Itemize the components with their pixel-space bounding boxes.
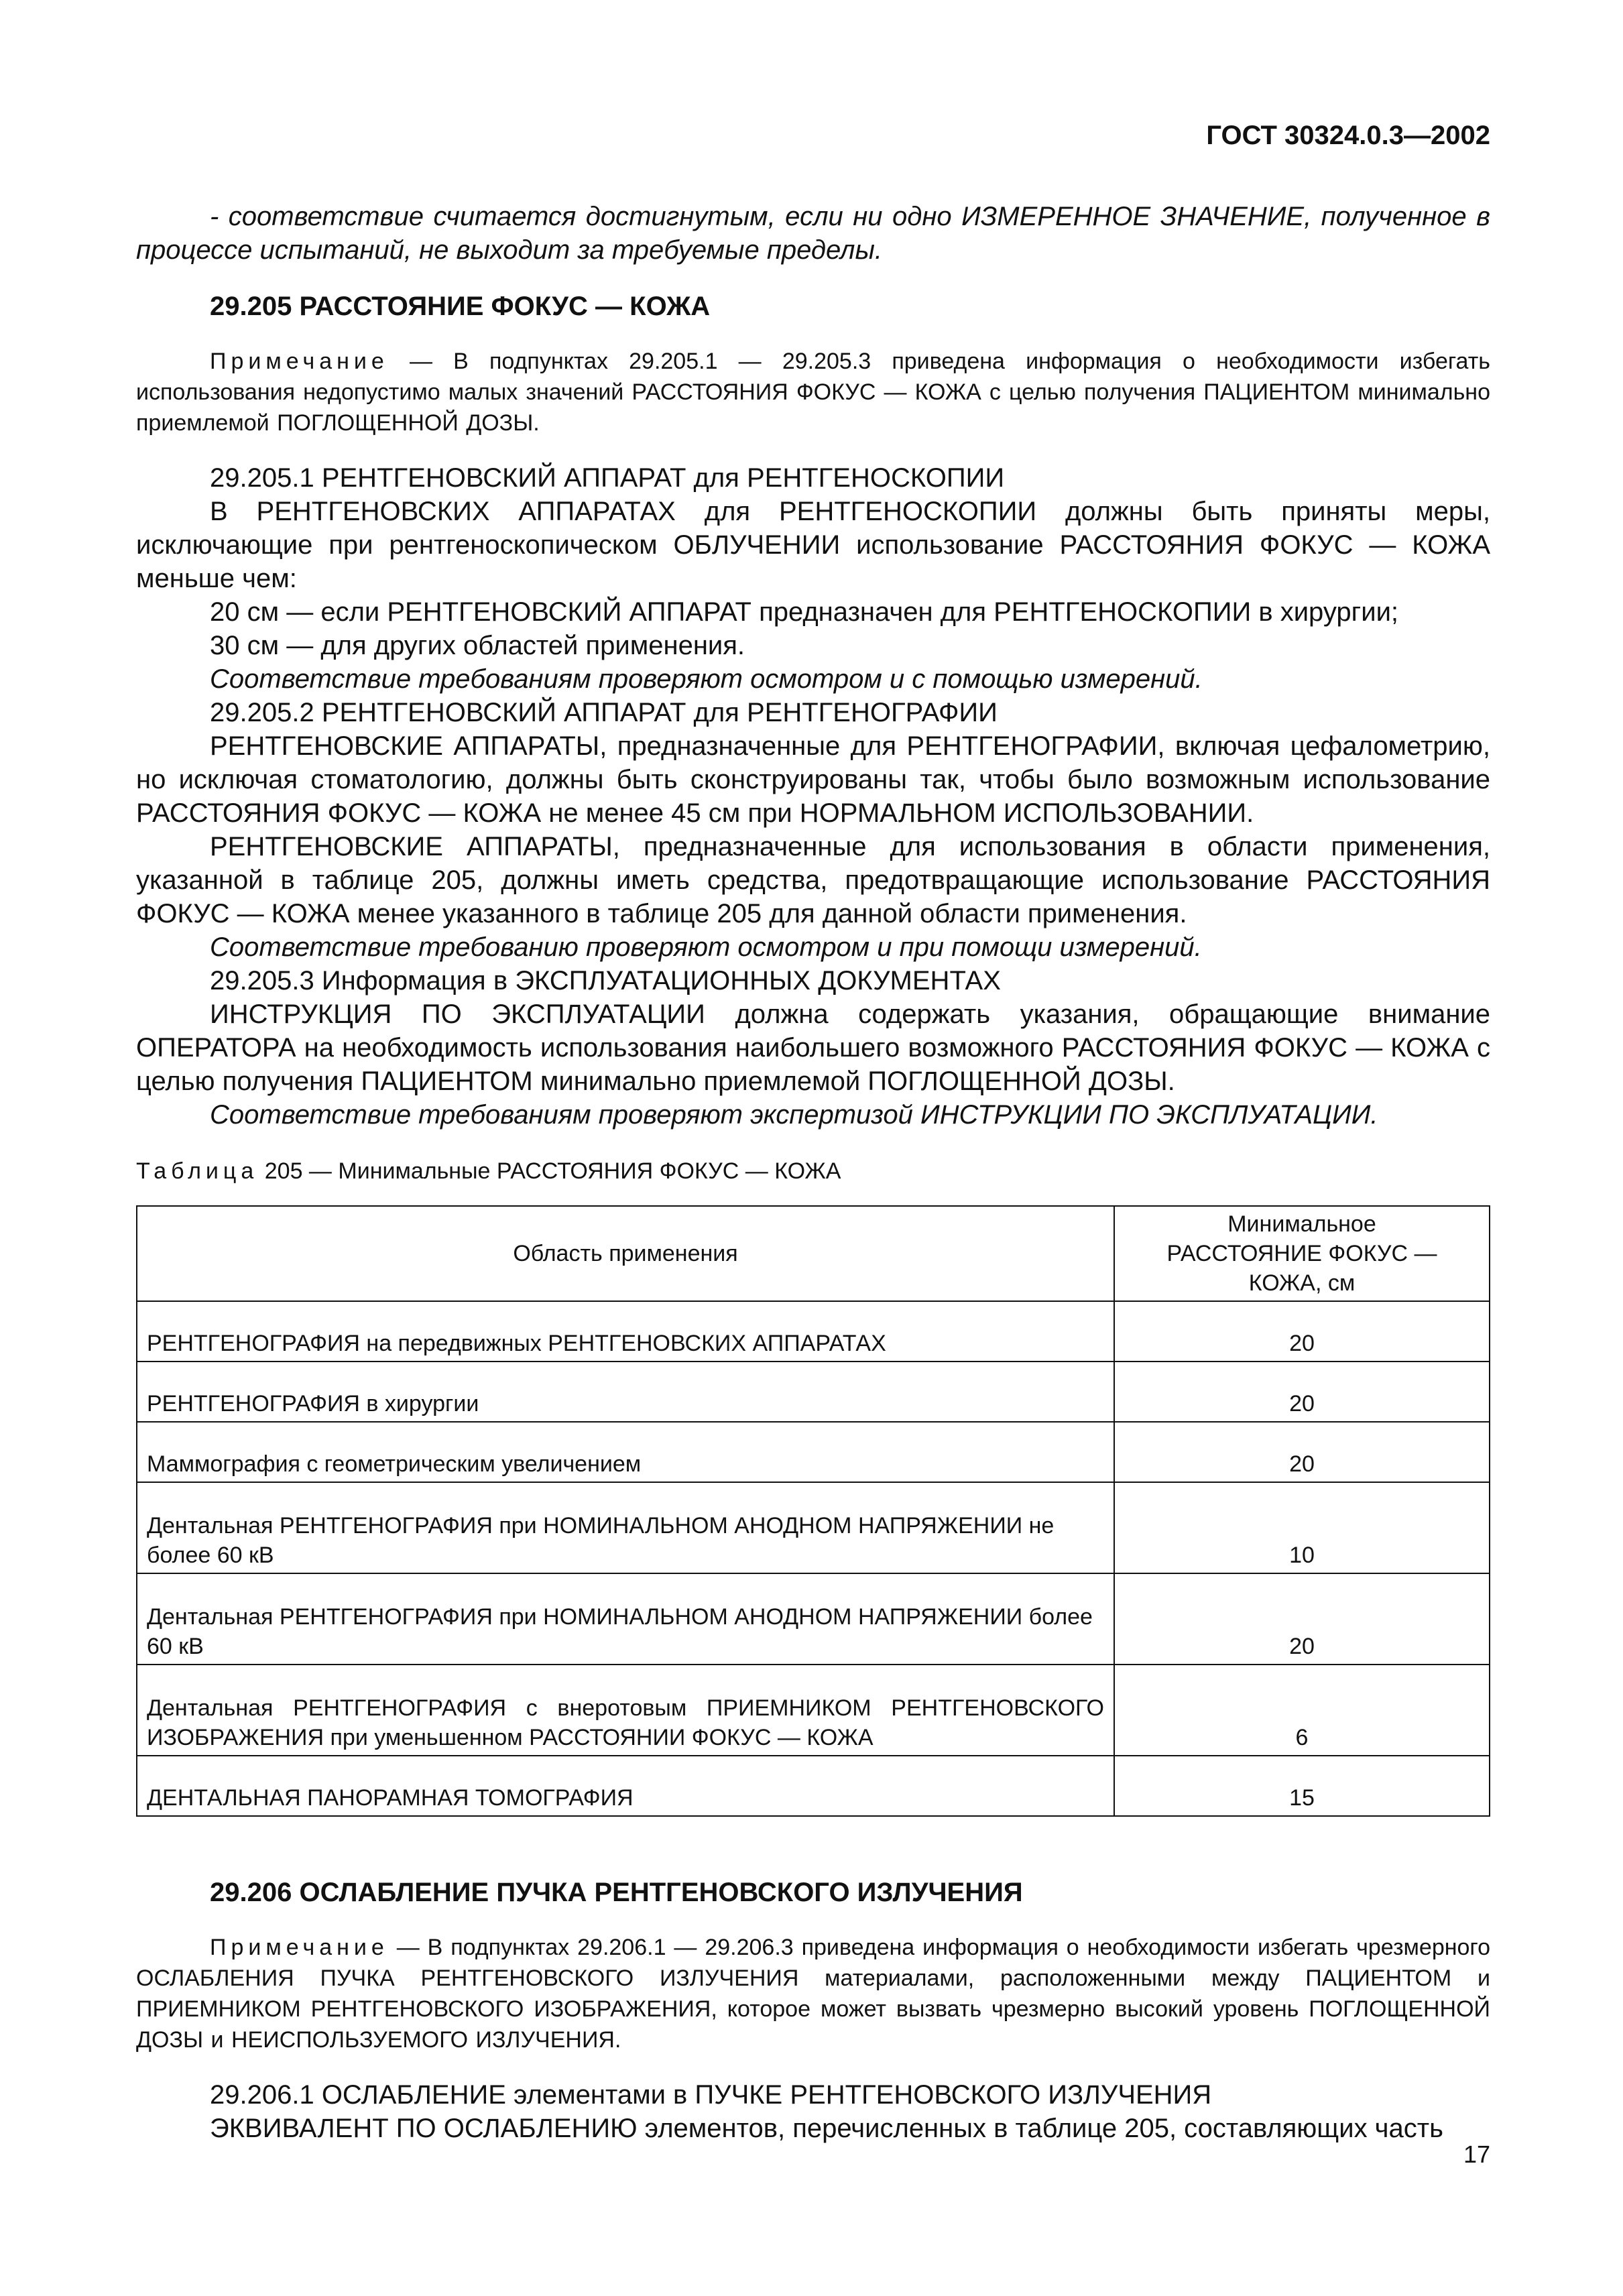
table-cell-area: РЕНТГЕНОГРАФИЯ в хирургии [137,1362,1114,1422]
paragraph-20cm-surgery: 20 см — если РЕНТГЕНОВСКИЙ АППАРАТ предназначен для РЕНТГЕНОСКОПИИ в хирургии; [210,597,1399,627]
paragraph-radiography-45cm: РЕНТГЕНОВСКИЕ АППАРАТЫ, предназначенные для РЕНТГЕНОГРАФИИ, включая цефалометрию, но исключая стоматологию, должны быть сконструированы так, чтобы было возможным использование РАССТОЯНИЯ ФОКУС — КОЖА не менее 45 см при НОРМАЛЬНОМ ИСПОЛЬЗОВАНИИ. [136,731,1490,828]
subsection-heading-29-205-3: 29.205.3 Информация в ЭКСПЛУАТАЦИОННЫХ ДОКУМЕНТАХ [210,966,1001,995]
table-cell-area: Маммография с геометрическим увеличением [137,1422,1114,1482]
table-cell-area: Дентальная РЕНТГЕНОГРАФИЯ при НОМИНАЛЬНОМ АНОДНОМ НАПРЯЖЕНИИ не более 60 кВ [137,1482,1114,1573]
note-text-206: — В подпунктах 29.206.1 — 29.206.3 приведена информация о необходимости избегать чрезмерного ОСЛАБЛЕНИЯ ПУЧКА РЕНТГЕНОВСКОГО ИЗЛУЧЕНИЯ материалами, расположенными между ПАЦИЕНТОМ и ПРИЕМНИКОМ РЕНТГЕНОВСКОГО ИЗОБРАЖЕНИЯ, которое может вызвать чрезмерно высокий уровень ПОГЛОЩЕННОЙ ДОЗЫ и НЕИСПОЛЬЗУЕМОГО ИЗЛУЧЕНИЯ. [136,1935,1490,2053]
compliance-inspection-measurement: Соответствие требованиям проверяют осмотром и с помощью измерений. [210,664,1203,694]
table-cell-value: 20 [1114,1362,1490,1422]
note-label: Примечание [210,349,389,374]
column-header-area: Область применения [137,1206,1114,1301]
table-caption-label: Таблица [136,1158,259,1184]
table-row [137,1482,1490,1573]
table-row [137,1573,1490,1665]
page-content [136,200,1490,2145]
page-number: 17 [1463,2140,1490,2168]
section-heading-29-206: 29.206 ОСЛАБЛЕНИЕ ПУЧКА РЕНТГЕНОВСКОГО ИЗЛУЧЕНИЯ [210,1878,1023,1907]
table-row [137,1756,1490,1816]
paragraph-operating-instructions: ИНСТРУКЦИЯ ПО ЭКСПЛУАТАЦИИ должна содержать указания, обращающие внимание ОПЕРАТОРА на необходимость использования наибольшего возможного РАССТОЯНИЯ ФОКУС — КОЖА с целью получения ПАЦИЕНТОМ минимально приемлемой ПОГЛОЩЕННОЙ ДОЗЫ. [136,1000,1490,1096]
table-row [137,1301,1490,1362]
column-header-min-distance: Минимальное РАССТОЯНИЕ ФОКУС — КОЖА, см [1114,1206,1490,1301]
table-cell-value: 6 [1114,1665,1490,1756]
table-caption [136,1156,1490,1187]
compliance-paragraph: - соответствие считается достигнутым, если ни одно ИЗМЕРЕННОЕ ЗНАЧЕНИЕ, полученное в процессе испытаний, не выходит за требуемые пределы. [136,202,1490,265]
table-cell-value: 10 [1114,1482,1490,1573]
table-cell-value: 20 [1114,1573,1490,1665]
table-cell-area: Дентальная РЕНТГЕНОГРАФИЯ с внеротовым ПРИЕМНИКОМ РЕНТГЕНОВСКОГО ИЗОБРАЖЕНИЯ при уменьшенном РАССТОЯНИИ ФОКУС — КОЖА [137,1665,1114,1756]
document-id-header: ГОСТ 30324.0.3—2002 [1206,121,1490,150]
subsection-heading-29-206-1: 29.206.1 ОСЛАБЛЕНИЕ элементами в ПУЧКЕ РЕНТГЕНОВСКОГО ИЗЛУЧЕНИЯ [210,2080,1212,2110]
note-29-206 [136,1932,1490,2055]
table-cell-area: ДЕНТАЛЬНАЯ ПАНОРАМНАЯ ТОМОГРАФИЯ [137,1756,1114,1816]
note-label-206: Примечание [210,1935,389,1960]
table-header-row [137,1206,1490,1301]
compliance-inspection-measurement-2: Соответствие требованию проверяют осмотром и при помощи измерений. [210,932,1202,962]
table-row [137,1665,1490,1756]
table-cell-value: 20 [1114,1422,1490,1482]
paragraph-fluoroscopy-measures: В РЕНТГЕНОВСКИХ АППАРАТАХ для РЕНТГЕНОСКОПИИ должны быть приняты меры, исключающие при рентгеноскопическом ОБЛУЧЕНИИ использование РАССТОЯНИЯ ФОКУС — КОЖА меньше чем: [136,497,1490,593]
compliance-instructions-review: Соответствие требованиям проверяют экспертизой ИНСТРУКЦИИ ПО ЭКСПЛУАТАЦИИ. [210,1100,1378,1130]
table-cell-value: 20 [1114,1301,1490,1362]
subsection-heading-29-205-1: 29.205.1 РЕНТГЕНОВСКИЙ АППАРАТ для РЕНТГЕНОСКОПИИ [210,463,1005,493]
paragraph-attenuation-equivalent: ЭКВИВАЛЕНТ ПО ОСЛАБЛЕНИЮ элементов, перечисленных в таблице 205, составляющих часть [210,2114,1443,2143]
table-cell-area: РЕНТГЕНОГРАФИЯ на передвижных РЕНТГЕНОВСКИХ АППАРАТАХ [137,1301,1114,1362]
table-row [137,1362,1490,1422]
section-heading-29-205: 29.205 РАССТОЯНИЕ ФОКУС — КОЖА [210,292,711,321]
subsection-heading-29-205-2: 29.205.2 РЕНТГЕНОВСКИЙ АППАРАТ для РЕНТГЕНОГРАФИИ [210,698,998,727]
table-row [137,1422,1490,1482]
table-cell-value: 15 [1114,1756,1490,1816]
note-29-205 [136,346,1490,438]
note-text: — В подпунктах 29.205.1 — 29.205.3 приведена информация о необходимости избегать использования недопустимо малых значений РАССТОЯНИЯ ФОКУС — КОЖА с целью получения ПАЦИЕНТОМ минимально приемлемой ПОГЛОЩЕННОЙ ДОЗЫ. [136,349,1490,436]
min-distance-table [136,1205,1490,1817]
paragraph-30cm-other: 30 см — для других областей применения. [210,631,745,660]
table-cell-area: Дентальная РЕНТГЕНОГРАФИЯ при НОМИНАЛЬНОМ АНОДНОМ НАПРЯЖЕНИИ более 60 кВ [137,1573,1114,1665]
paragraph-table-205-reference: РЕНТГЕНОВСКИЕ АППАРАТЫ, предназначенные для использования в области применения, указанной в таблице 205, должны иметь средства, предотвращающие использование РАССТОЯНИЯ ФОКУС — КОЖА менее указанного в таблице 205 для данной области применения. [136,832,1490,928]
table-caption-text: 205 — Минимальные РАССТОЯНИЯ ФОКУС — КОЖА [258,1158,841,1184]
